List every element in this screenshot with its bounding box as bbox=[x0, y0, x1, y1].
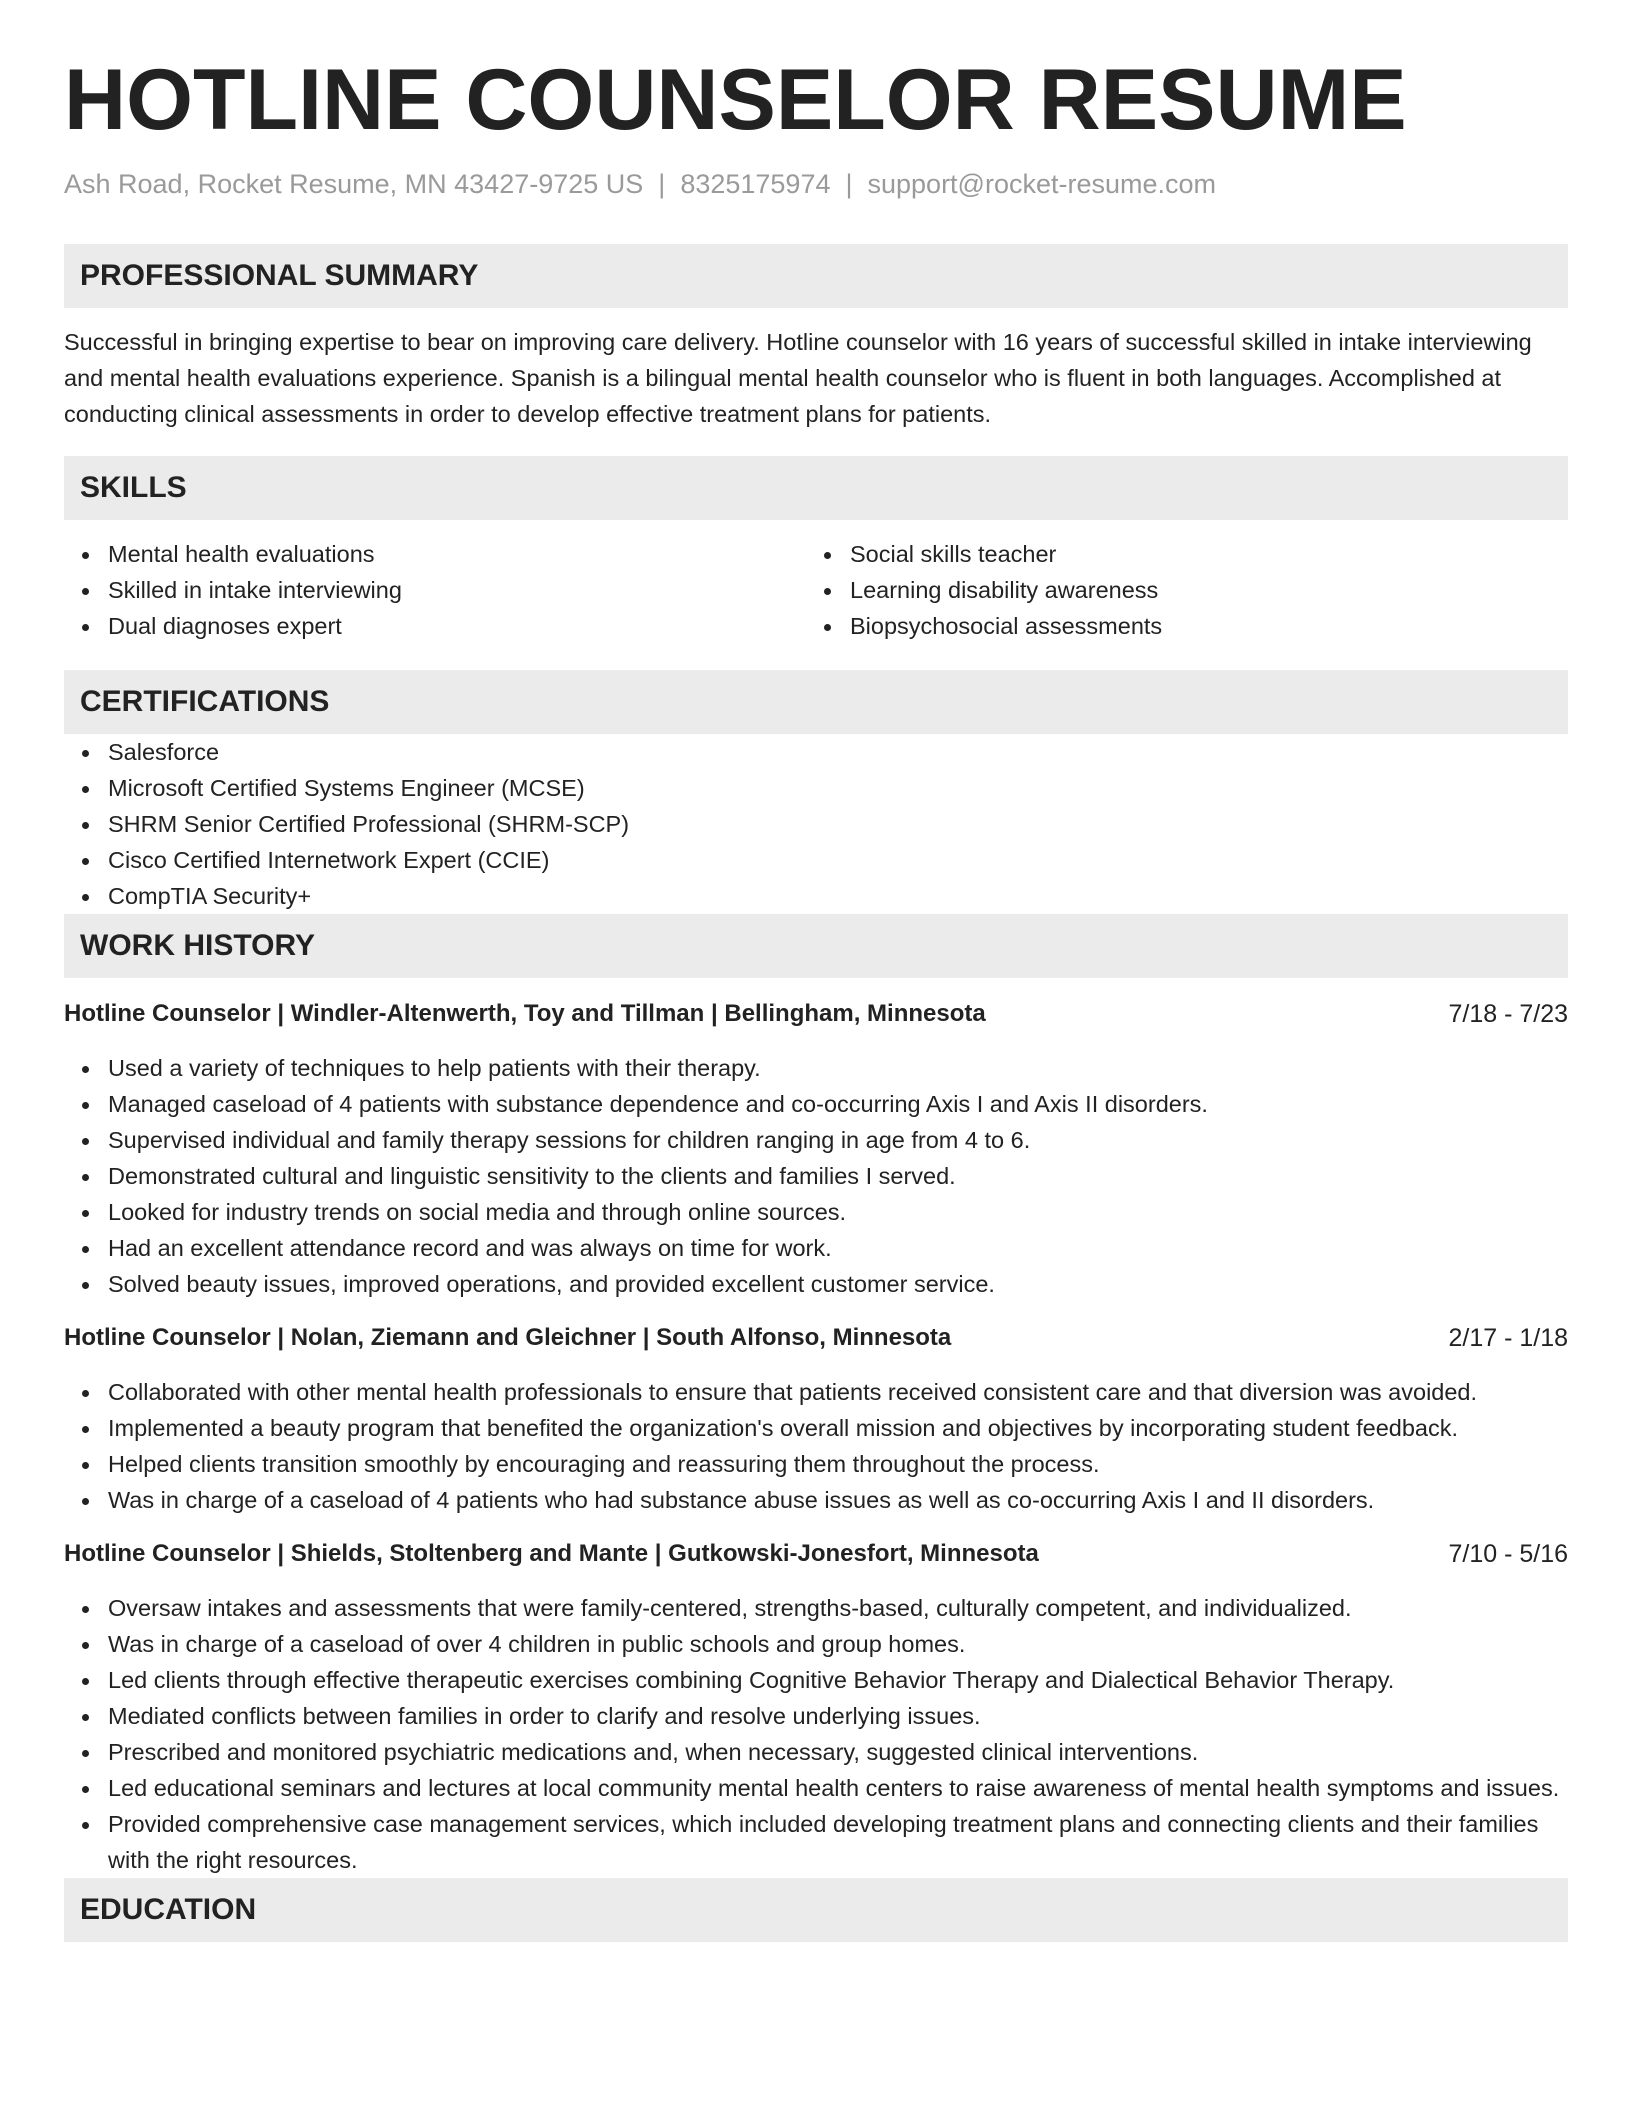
job-duty: Supervised individual and family therapy sessions for children ranging in age from 4 to 6. bbox=[64, 1122, 1568, 1158]
contact-separator: | bbox=[658, 169, 666, 199]
job-duty: Was in charge of a caseload of over 4 children in public schools and group homes. bbox=[64, 1626, 1568, 1662]
skills-list-right bbox=[806, 536, 1548, 644]
job-duty: Solved beauty issues, improved operations, and provided excellent customer service. bbox=[64, 1266, 1568, 1302]
summary-text: Successful in bringing expertise to bear on improving care delivery. Hotline counselor with 16 years of successful skilled in intake interviewing and mental health evaluations experience. Spanish is a bilingual mental health counselor who is fluent in both languages. Accomplished at conducting clinical assessments in order to develop effective treatment plans for patients. bbox=[64, 329, 1532, 427]
certification-item: Salesforce bbox=[64, 734, 1568, 770]
section-heading-education: EDUCATION bbox=[64, 1878, 1568, 1942]
job-duty: Demonstrated cultural and linguistic sensitivity to the clients and families I served. bbox=[64, 1158, 1568, 1194]
job-duty: Looked for industry trends on social media and through online sources. bbox=[64, 1194, 1568, 1230]
job-dates: 7/18 - 7/23 bbox=[1448, 999, 1568, 1028]
job-duty: Prescribed and monitored psychiatric medications and, when necessary, suggested clinical interventions. bbox=[64, 1734, 1568, 1770]
certification-item: Microsoft Certified Systems Engineer (MCSE) bbox=[64, 770, 1568, 806]
section-heading-skills: SKILLS bbox=[64, 456, 1568, 520]
job-duty: Managed caseload of 4 patients with substance dependence and co-occurring Axis I and Axis II disorders. bbox=[64, 1086, 1568, 1122]
job-title: Hotline Counselor | Windler-Altenwerth, Toy and Tillman | Bellingham, Minnesota bbox=[64, 1000, 986, 1027]
certification-item: SHRM Senior Certified Professional (SHRM-SCP) bbox=[64, 806, 1568, 842]
job-title: Hotline Counselor | Nolan, Ziemann and Gleichner | South Alfonso, Minnesota bbox=[64, 1324, 952, 1351]
skill-item: Skilled in intake interviewing bbox=[64, 572, 806, 608]
certifications-list bbox=[64, 734, 1568, 914]
job-duty: Led educational seminars and lectures at local community mental health centers to raise awareness of mental health symptoms and issues. bbox=[64, 1770, 1568, 1806]
resume-title: HOTLINE COUNSELOR RESUME bbox=[64, 52, 1407, 148]
job-header bbox=[64, 996, 1568, 1032]
skill-item: Social skills teacher bbox=[806, 536, 1548, 572]
skills-list-left bbox=[64, 536, 806, 644]
contact-address: Ash Road, Rocket Resume, MN 43427-9725 US bbox=[64, 169, 644, 199]
contact-email: support@rocket-resume.com bbox=[867, 169, 1217, 199]
section-heading-summary: PROFESSIONAL SUMMARY bbox=[64, 244, 1568, 308]
job-duty: Implemented a beauty program that benefited the organization's overall mission and objectives by incorporating student feedback. bbox=[64, 1410, 1568, 1446]
skills-columns bbox=[64, 536, 1568, 644]
job-duty: Led clients through effective therapeutic exercises combining Cognitive Behavior Therapy and Dialectical Behavior Therapy. bbox=[64, 1662, 1568, 1698]
job-duty: Collaborated with other mental health professionals to ensure that patients received consistent care and that diversion was avoided. bbox=[64, 1374, 1568, 1410]
skill-item: Dual diagnoses expert bbox=[64, 608, 806, 644]
certification-item: CompTIA Security+ bbox=[64, 878, 1568, 914]
contact-line bbox=[64, 164, 1568, 204]
certification-item: Cisco Certified Internetwork Expert (CCIE) bbox=[64, 842, 1568, 878]
section-heading-work-history: WORK HISTORY bbox=[64, 914, 1568, 978]
contact-phone: 8325175974 bbox=[680, 169, 831, 199]
section-heading-certifications: CERTIFICATIONS bbox=[64, 670, 1568, 734]
job-duties-list bbox=[64, 1374, 1568, 1518]
job-duty: Was in charge of a caseload of 4 patients who had substance abuse issues as well as co-occurring Axis I and II disorders. bbox=[64, 1482, 1568, 1518]
resume-page bbox=[64, 0, 1568, 1942]
job-header bbox=[64, 1320, 1568, 1356]
skill-item: Learning disability awareness bbox=[806, 572, 1548, 608]
skill-item: Mental health evaluations bbox=[64, 536, 806, 572]
contact-separator: | bbox=[845, 169, 853, 199]
job-duty: Oversaw intakes and assessments that were family-centered, strengths-based, culturally competent, and individualized. bbox=[64, 1590, 1568, 1626]
job-duty: Provided comprehensive case management services, which included developing treatment plans and connecting clients and their families with the right resources. bbox=[64, 1806, 1568, 1878]
job-duty: Mediated conflicts between families in order to clarify and resolve underlying issues. bbox=[64, 1698, 1568, 1734]
job-dates: 2/17 - 1/18 bbox=[1448, 1323, 1568, 1352]
job-header bbox=[64, 1536, 1568, 1572]
work-history bbox=[64, 996, 1568, 1878]
job-duty: Had an excellent attendance record and was always on time for work. bbox=[64, 1230, 1568, 1266]
job-duties-list bbox=[64, 1590, 1568, 1878]
job-title: Hotline Counselor | Shields, Stoltenberg and Mante | Gutkowski-Jonesfort, Minnesota bbox=[64, 1540, 1039, 1567]
job-duty: Used a variety of techniques to help patients with their therapy. bbox=[64, 1050, 1568, 1086]
job-duty: Helped clients transition smoothly by encouraging and reassuring them throughout the process. bbox=[64, 1446, 1568, 1482]
job-dates: 7/10 - 5/16 bbox=[1448, 1539, 1568, 1568]
skill-item: Biopsychosocial assessments bbox=[806, 608, 1548, 644]
job-duties-list bbox=[64, 1050, 1568, 1302]
